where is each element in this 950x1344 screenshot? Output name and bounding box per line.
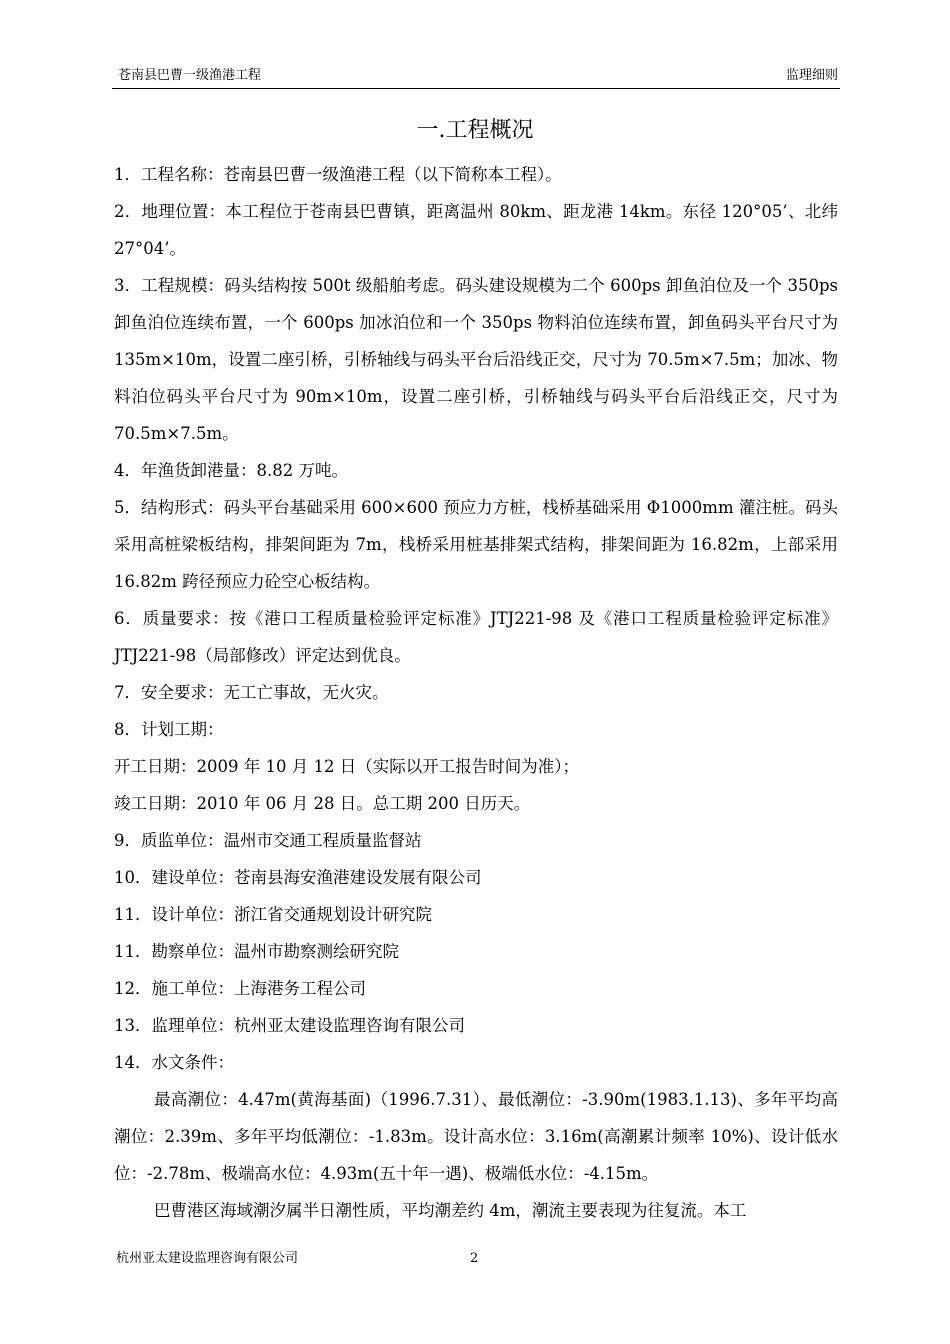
paragraph-location: 2．地理位置：本工程位于苍南县巴曹镇，距离温州 80km、距龙港 14km。东径 120°05’、北纬 27°04’。 (114, 202, 838, 258)
page-header (112, 66, 840, 86)
paragraph-tide-levels: 最高潮位：4.47m(黄海基面)（1996.7.31）、最低潮位：-3.90m(1983.1.13)、多年平均高潮位：2.39m、多年平均低潮位：-1.83m。设计高水位：3.16m(高潮累计频率 10%)、设计低水位：-2.78m、极端高水位：4.93m(五十年一遇)、极端低水位：-4.15m。 (114, 1090, 838, 1183)
paragraph-project-name: 1．工程名称：苍南县巴曹一级渔港工程（以下简称本工程）。 (114, 165, 562, 184)
header-project-name: 苍南县巴曹一级渔港工程 (118, 68, 262, 83)
paragraph-owner: 10．建设单位：苍南县海安渔港建设发展有限公司 (114, 868, 482, 887)
paragraph-safety: 7．安全要求：无工亡事故，无火灾。 (114, 683, 389, 702)
paragraph-supervisor: 13．监理单位：杭州亚太建设监理咨询有限公司 (114, 1016, 465, 1035)
paragraph-schedule: 8．计划工期： (114, 720, 224, 739)
paragraph-supervision-station: 9．质监单位：温州市交通工程质量监督站 (114, 831, 422, 850)
footer-company: 杭州亚太建设监理咨询有限公司 (116, 1251, 299, 1266)
header-doc-type: 监理细则 (785, 68, 838, 83)
section-title: 一.工程概况 (416, 118, 534, 143)
page-number: 2 (470, 1251, 479, 1266)
paragraph-start-date: 开工日期：2009 年 10 月 12 日（实际以开工报告时间为准）； (114, 757, 579, 776)
page-footer (116, 1249, 836, 1269)
paragraph-surveyor: 11．勘察单位：温州市勘察测绘研究院 (114, 942, 399, 961)
paragraph-throughput: 4．年渔货卸港量：8.82 万吨。 (114, 461, 348, 480)
paragraph-hydrology-heading: 14．水文条件： (114, 1053, 234, 1072)
paragraph-contractor: 12．施工单位：上海港务工程公司 (114, 979, 366, 998)
paragraph-designer: 11．设计单位：浙江省交通规划设计研究院 (114, 905, 432, 924)
paragraph-tide-nature: 巴曹港区海域潮汐属半日潮性质，平均潮差约 4m，潮流主要表现为往复流。本工 (154, 1201, 747, 1220)
document-body (114, 156, 838, 1229)
paragraph-structure: 5．结构形式：码头平台基础采用 600×600 预应力方桩，栈桥基础采用 Φ1000mm 灌注桩。码头采用高桩梁板结构，排架间距为 7m，栈桥采用桩基排架式结构，排架间距为 16.82m，上部采用 16.82m 跨径预应力砼空心板结构。 (114, 498, 838, 591)
paragraph-quality: 6．质量要求：按《港口工程质量检验评定标准》JTJ221-98 及《港口工程质量检验评定标准》JTJ221-98（局部修改）评定达到优良。 (114, 609, 838, 665)
paragraph-end-date: 竣工日期：2010 年 06 月 28 日。总工期 200 日历天。 (114, 794, 531, 813)
paragraph-scale: 3．工程规模：码头结构按 500t 级船舶考虑。码头建设规模为二个 600ps 卸鱼泊位及一个 350ps 卸鱼泊位连续布置，一个 600ps 加冰泊位和一个 350ps 物料泊位连续布置，卸鱼码头平台尺寸为 135m×10m，设置二座引桥，引桥轴线与码头平台后沿线正交，尺寸为 70.5m×7.5m；加冰、物料泊位码头平台尺寸为 90m×10m，设置二座引桥，引桥轴线与码头平台后沿线正交，尺寸为 70.5m×7.5m。 (114, 276, 838, 443)
header-divider (112, 88, 840, 89)
